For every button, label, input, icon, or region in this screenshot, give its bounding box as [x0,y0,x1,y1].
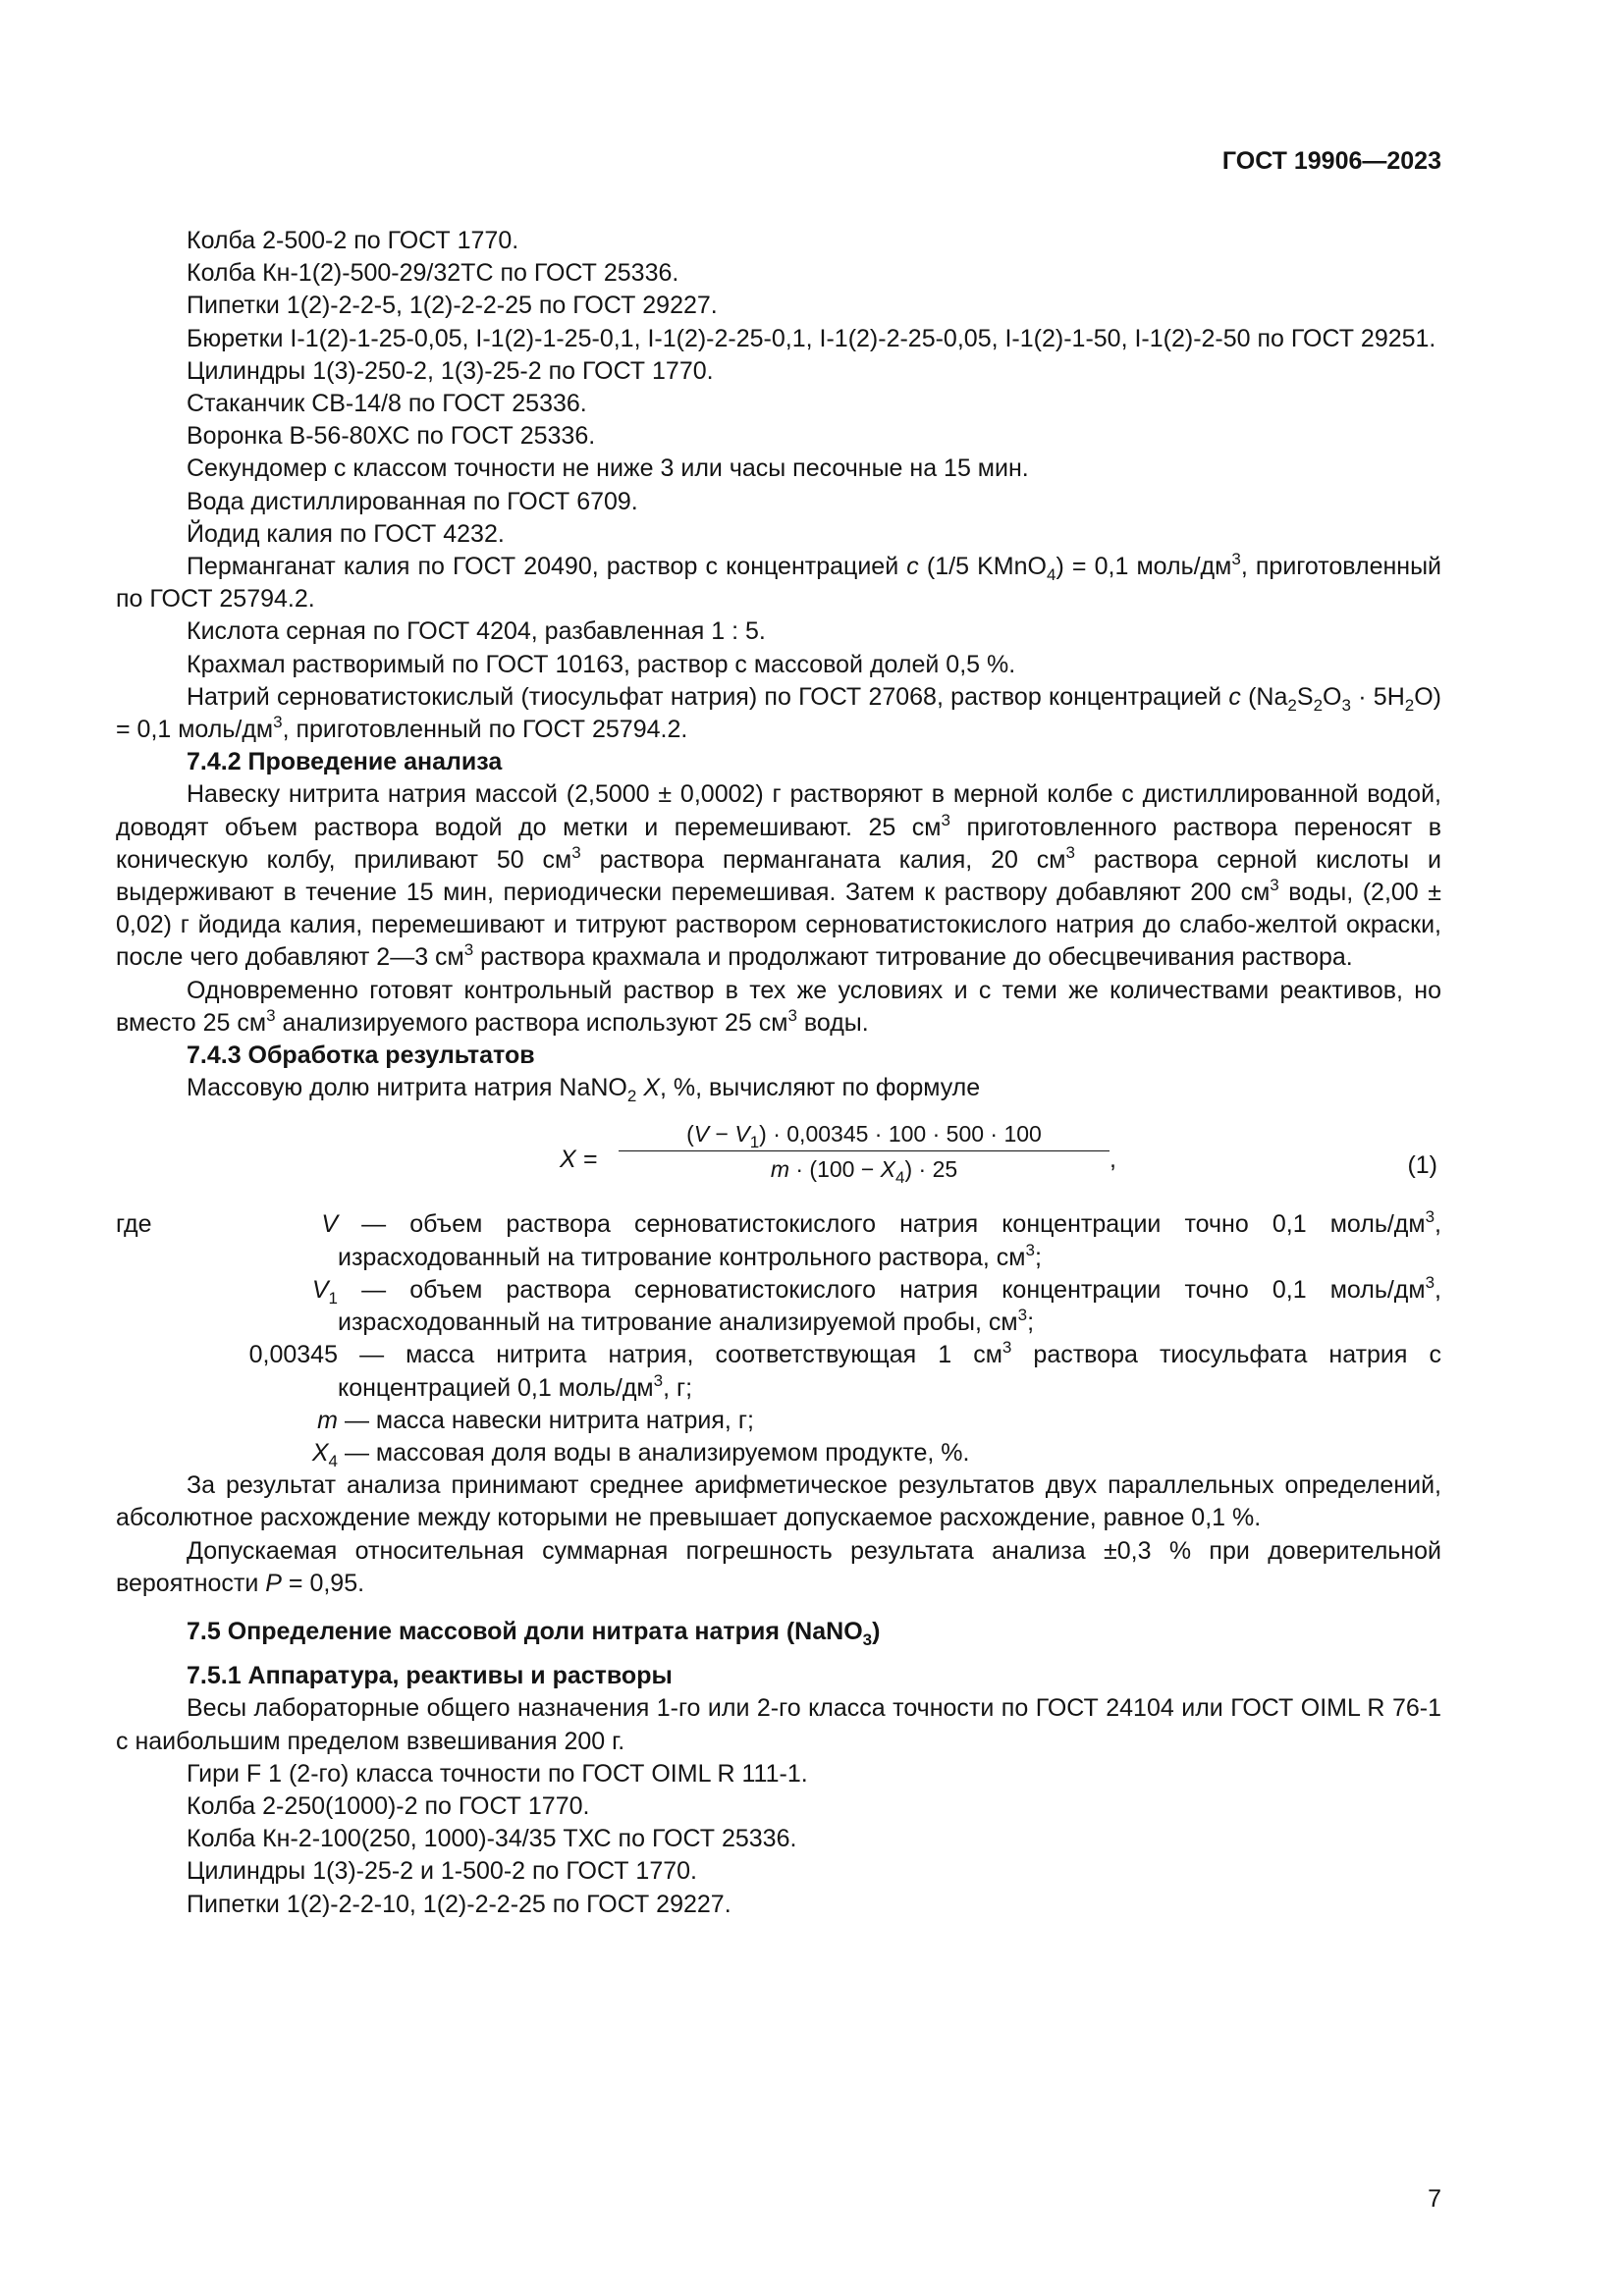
equipment-line: Стаканчик СВ-14/8 по ГОСТ 25336. [187,390,587,418]
reagent-line: Кислота серная по ГОСТ 4204, разбавленная 1 : 5. [187,617,766,646]
equipment-line: Цилиндры 1(3)-250-2, 1(3)-25-2 по ГОСТ 1770. [187,356,714,385]
equipment-line: Гири F 1 (2-го) класса точности по ГОСТ OIML R 111-1. [187,1759,808,1788]
page-number: 7 [1428,2185,1441,2213]
definition-symbol: 0,00345 [248,1341,338,1369]
definition-text: — масса нитрита натрия, соответствующая 1 $см^3$ раствора тиосульфата натрия с концентрацией 0,1 моль/$дм^3$, г; [338,1338,1442,1402]
formula-numerator: $(V - V_1) \cdot 0,00345 \cdot 100 \cdot 500 \cdot 100$ [686,1121,1042,1152]
section-heading-7-4-3: 7.4.3 Обработка результатов [187,1041,535,1070]
reagent-line: Натрий серноватистокислый (тиосульфат натрия) по ГОСТ 27068, раствор концентрацией c $(Na_2S_2O_3 \cdot 5H_2O) = 0,1$ моль/$дм^3$, приготовленный по ГОСТ 25794.2. [116,682,1441,744]
formula-lhs: X [560,1146,576,1174]
where-label: где [116,1210,152,1239]
formula-1 [116,1114,1441,1201]
paragraph: Допускаемая относительная суммарная погрешность результата анализа ±0,3 % при доверительной вероятности P = 0,95. [116,1536,1441,1597]
page-content [116,225,1441,1921]
paragraph: За результат анализа принимают среднее арифметическое результатов двух параллельных определений, абсолютное расхождение между которыми не превышает допускаемое расхождение, равное 0,1 %. [116,1471,1441,1532]
formula-number: (1) [1407,1151,1437,1180]
formula-definitions [116,1208,1441,1469]
equipment-line: Колба 2-250(1000)-2 по ГОСТ 1770. [187,1791,590,1820]
definition-row [116,1274,1441,1339]
definition-text: — масса навески нитрита натрия, г; [344,1406,754,1434]
definition-row [116,1405,1441,1437]
equipment-line: Колба 2-500-2 по ГОСТ 1770. [187,227,519,254]
definition-text: — массовая доля воды в анализируемом продукте, %. [344,1438,970,1467]
formula-intro: Массовую долю нитрита натрия NaNO$_2$ X, %, вычисляют по формуле [187,1074,981,1106]
formula-comma: , [1110,1146,1116,1174]
equipment-line: Весы лабораторные общего назначения 1-го или 2-го класса точности по ГОСТ 24104 или ГОСТ OIML R 76-1 с наибольшим пределом взвешивания 200 г. [116,1694,1441,1755]
reagent-line: Вода дистиллированная по ГОСТ 6709. [187,487,638,515]
reagent-line: Йодид калия по ГОСТ 4232. [187,519,505,548]
definition-row [116,1208,1441,1273]
section-heading-7-4-2: 7.4.2 Проведение анализа [187,748,503,776]
definition-text: — объем раствора серноватистокислого натрия концентрации точно 0,1 моль/$дм^3$, израсходованный на титрование анализируемой пробы, $см^3$; [338,1272,1441,1337]
equipment-line: Колба Кн-1(2)-500-29/32ТС по ГОСТ 25336. [187,259,679,288]
equipment-line: Пипетки 1(2)-2-2-5, 1(2)-2-2-25 по ГОСТ 29227. [187,292,718,320]
definition-symbol: m [317,1406,338,1434]
equipment-line: Пипетки 1(2)-2-2-10, 1(2)-2-2-25 по ГОСТ 29227. [187,1890,731,1918]
paragraph: Одновременно готовят контрольный раствор в тех же условиях и с теми же количествами реактивов, но вместо 25 $см^3$ анализируемого раствора используют 25 $см^3$ воды. [116,976,1441,1037]
paragraph: Навеску нитрита натрия массой (2,5000 ± 0,0002) г растворяют в мерной колбе с дистиллированной водой, доводят объем раствора водой до метки и перемешивают. 25 $см^3$ приготовленного раствора переносят в коническую колбу, приливают 50 $см^3$ раствора перманганата калия, 20 $см^3$ раствора серной кислоты и выдерживают в течение 15 мин, периодически перемешивая. Затем к раствору добавляют 200 $см^3$ воды, (2,00 ± 0,02) г йодида калия, перемешивают и титруют раствором серноватистокислого натрия до слабо-желтой окраски, после чего добавляют 2—3 $см^3$ раствора крахмала и продолжают титрование до обесцвечивания раствора. [116,780,1441,972]
standard-header: ГОСТ 19906—2023 [1221,147,1441,175]
equipment-line: Колба Кн-2-100(250, 1000)-34/35 ТХС по ГОСТ 25336. [187,1825,797,1853]
formula-equals: = [583,1146,598,1174]
fraction-bar [619,1150,1110,1151]
formula-fraction [619,1120,1110,1188]
section-heading-7-5-1: 7.5.1 Аппаратура, реактивы и растворы [187,1662,673,1690]
equipment-line: Бюретки I-1(2)-1-25-0,05, I-1(2)-1-25-0,1, I-1(2)-2-25-0,1, I-1(2)-2-25-0,05, I-1(2)-1-50, I-1(2)-2-50 по ГОСТ 29251. [187,324,1436,352]
equipment-line: Секундомер с классом точности не ниже 3 или часы песочные на 15 мин. [187,454,1029,483]
reagent-line: Крахмал растворимый по ГОСТ 10163, раствор с массовой долей 0,5 %. [187,650,1016,678]
formula-denominator: $m \cdot (100 - X_4) \cdot 25$ [770,1156,958,1188]
equipment-line: Цилиндры 1(3)-25-2 и 1-500-2 по ГОСТ 1770. [187,1857,697,1886]
section-heading-7-5: 7.5 Определение массовой доли нитрата натрия (NaNO$_3$) [187,1617,881,1649]
equipment-line: Воронка В-56-80ХС по ГОСТ 25336. [187,422,596,451]
reagent-line: Перманганат калия по ГОСТ 20490, раствор с концентрацией c (1/5 KMnO$_4$) = 0,1 моль/$дм^3$, приготовленный по ГОСТ 25794.2. [116,550,1442,614]
definition-symbol: $V_1$ [311,1275,338,1308]
definition-row [116,1437,1441,1469]
definition-symbol: V [321,1210,338,1239]
definition-symbol: $X_4$ [311,1438,338,1470]
definition-text: — объем раствора серноватистокислого натрия концентрации точно 0,1 моль/$дм^3$, израсходованный на титрование контрольного раствора, $см^3$; [338,1207,1441,1271]
definition-row [45,1339,1441,1404]
